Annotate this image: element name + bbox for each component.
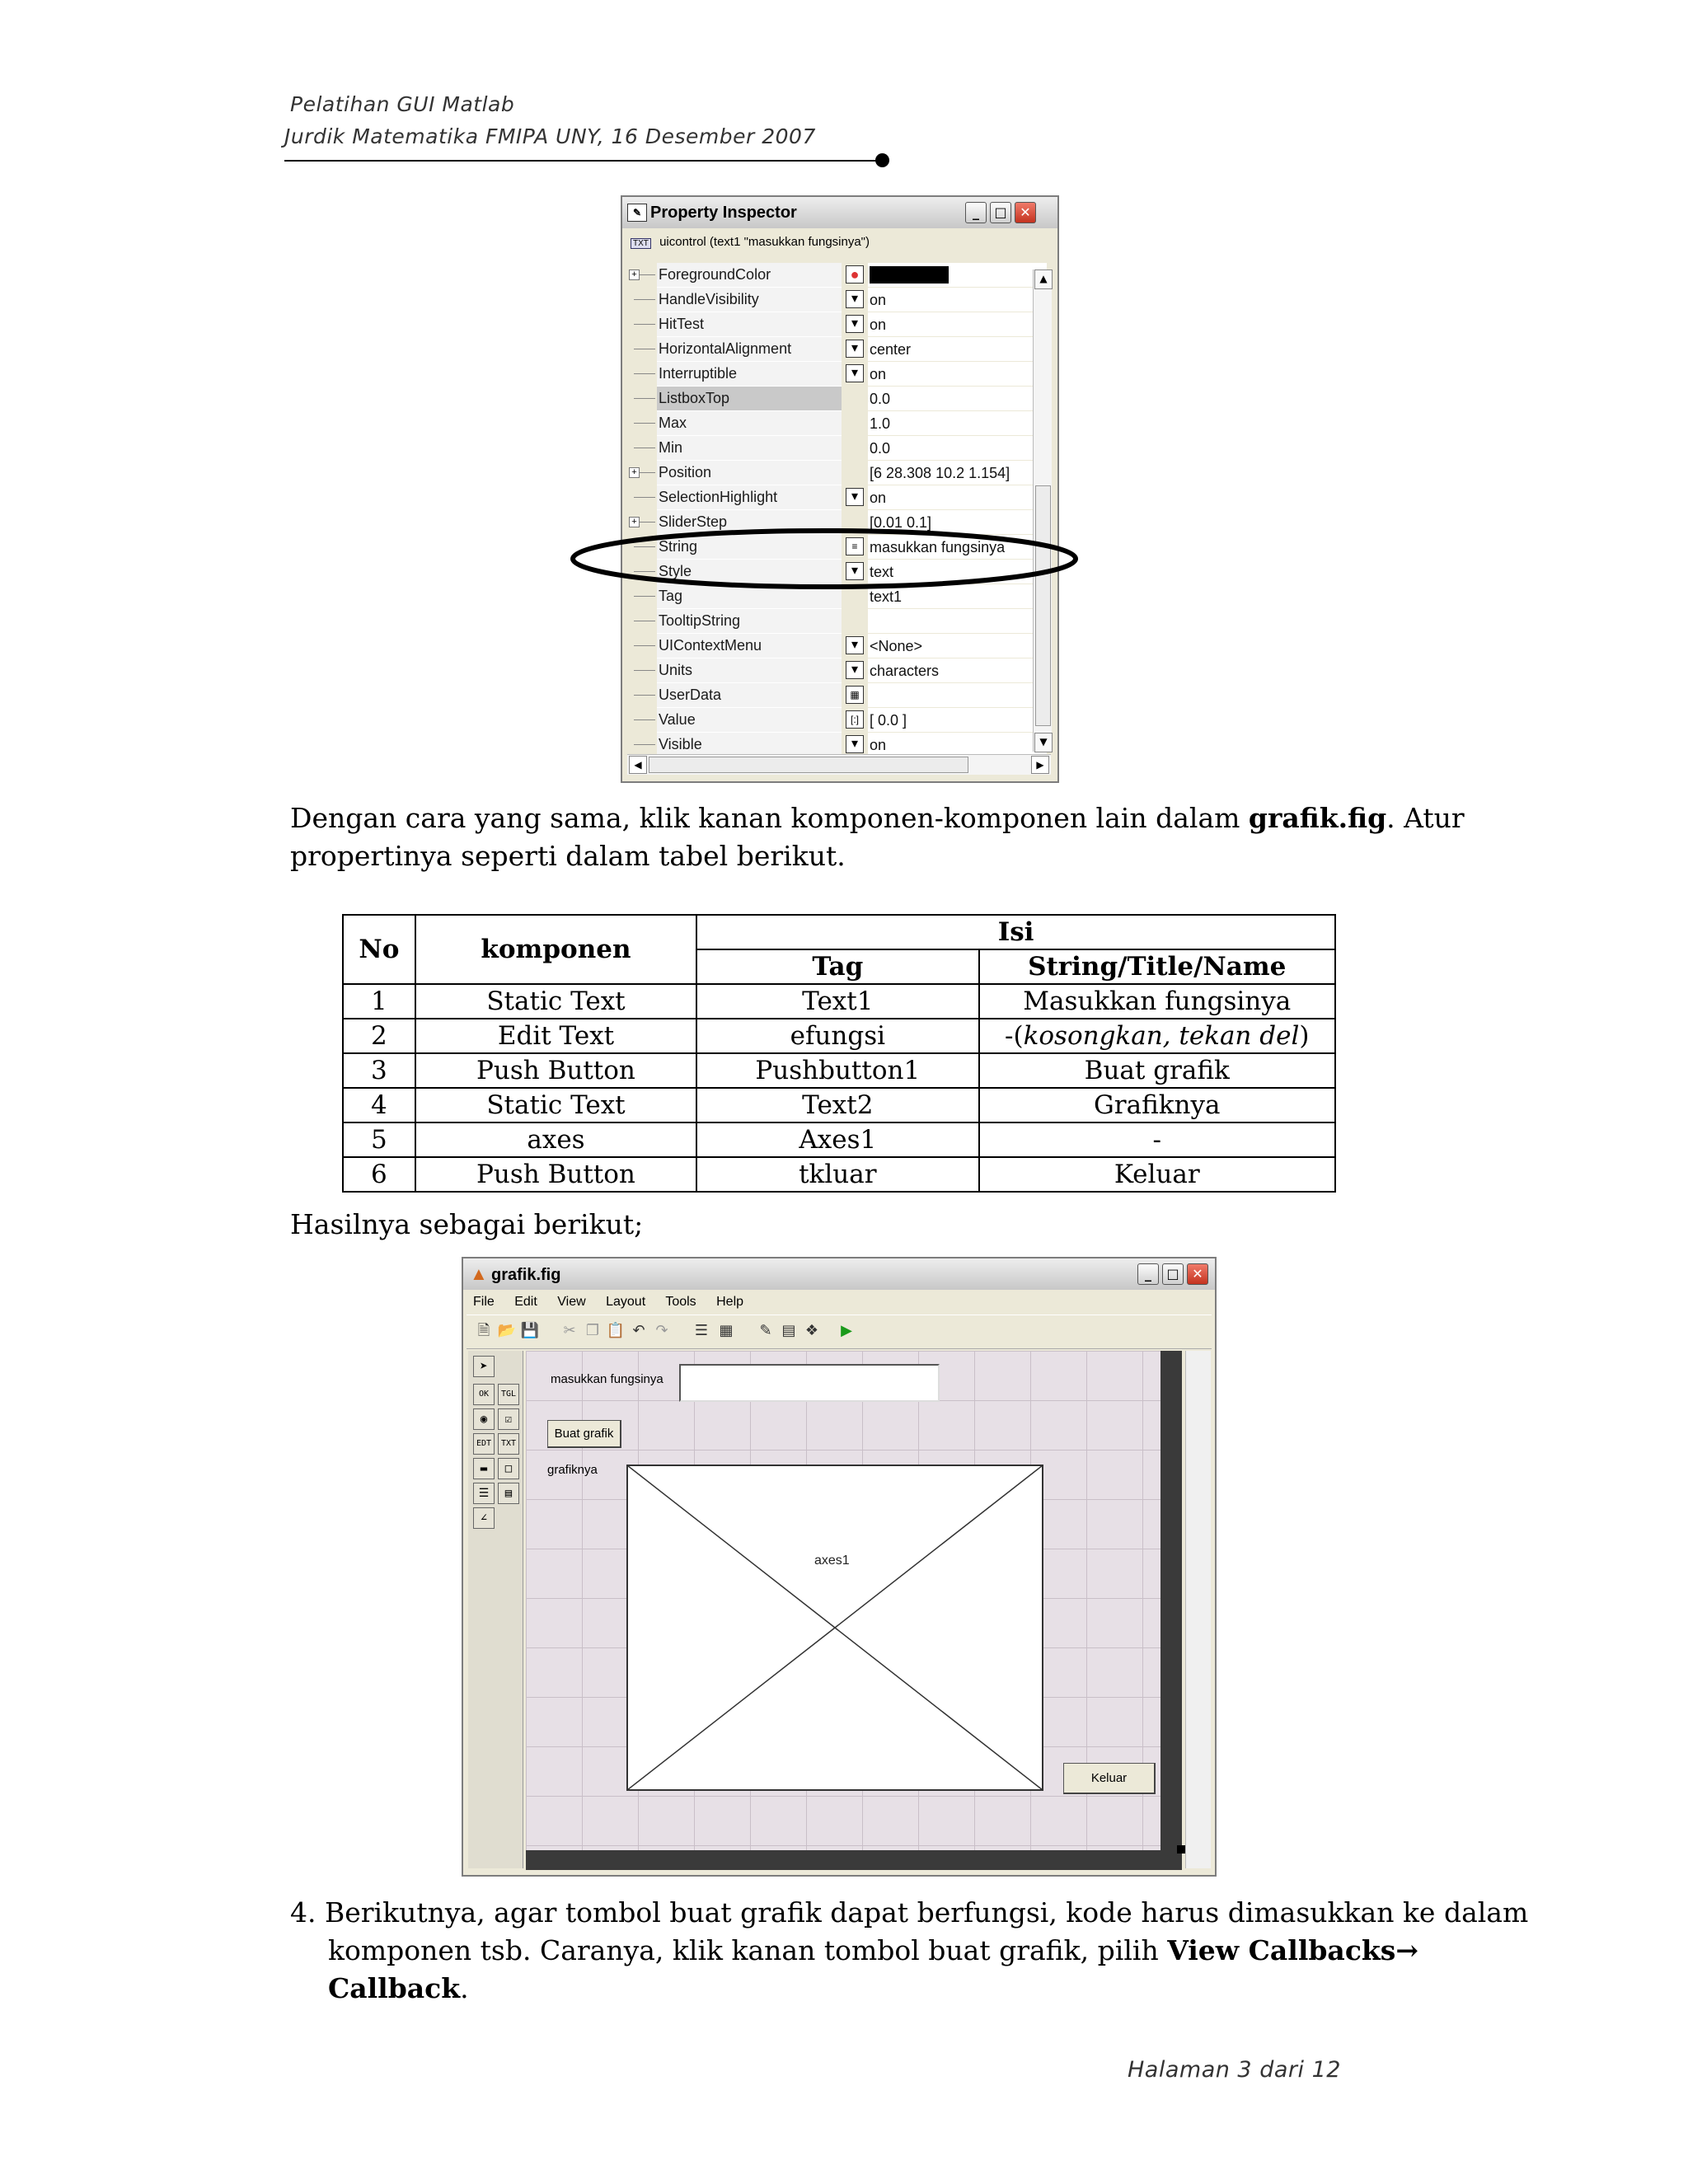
step4-line2: komponen tsb. Caranya, klik kanan tombol buat grafik, pilih — [328, 1934, 1168, 1966]
cell-string-post: ) — [1299, 1021, 1310, 1051]
guide-title: grafik.fig — [491, 1266, 561, 1284]
checkbox-tool[interactable]: ☑ — [498, 1408, 519, 1430]
property-name: ListboxTop — [657, 387, 842, 411]
cell-komponen: Edit Text — [415, 1019, 696, 1053]
guide-minimize-button[interactable]: _ — [1137, 1263, 1159, 1285]
edit-text-tool[interactable]: EDT — [473, 1433, 495, 1455]
property-inspector-title: Property Inspector — [650, 204, 797, 222]
property-name: Min — [657, 436, 842, 461]
guide-close-button[interactable]: ✕ — [1187, 1263, 1208, 1285]
property-value[interactable] — [868, 461, 1047, 485]
property-value-text: on — [870, 737, 887, 753]
property-value-text: [ 0.0 ] — [870, 712, 907, 729]
menu-edit[interactable]: Edit — [514, 1295, 537, 1309]
color-swatch — [870, 266, 949, 284]
matrix-icon[interactable]: [:] — [846, 710, 864, 729]
cell-string: - — [979, 1122, 1336, 1157]
cell-komponen: Push Button — [415, 1053, 696, 1088]
cell-string: Keluar — [979, 1157, 1336, 1192]
scroll-left-icon[interactable]: ◀ — [629, 756, 647, 774]
property-value-text: 1.0 — [870, 415, 891, 432]
header-rule — [284, 160, 882, 162]
menu-file[interactable]: File — [473, 1295, 495, 1309]
property-value-text: on — [870, 292, 887, 308]
figure-right-boundary — [1160, 1351, 1182, 1850]
property-inspector-titlebar — [622, 197, 1057, 228]
table-row — [343, 984, 1335, 1019]
keluar-button[interactable]: Keluar — [1063, 1763, 1156, 1794]
dropdown-icon[interactable]: ▾ — [846, 364, 864, 382]
guide-toolbar — [467, 1315, 1212, 1349]
property-row[interactable] — [627, 683, 1048, 708]
table-row — [343, 1122, 1335, 1157]
tree-connector — [634, 299, 655, 300]
paste-icon[interactable]: 📋 — [606, 1322, 626, 1339]
expand-plus-icon[interactable]: + — [629, 467, 640, 478]
property-value-text: [0.01 0.1] — [870, 514, 932, 531]
property-row[interactable] — [627, 658, 1048, 683]
property-value-text: characters — [870, 663, 940, 679]
result-caption: Hasilnya sebagai berikut; — [290, 1208, 644, 1240]
cell-string-italic: kosongkan, tekan del — [1023, 1021, 1300, 1051]
cell-string: Masukkan fungsinya — [979, 984, 1336, 1019]
table-row — [343, 1088, 1335, 1122]
cell-komponen: Static Text — [415, 984, 696, 1019]
step4-period: . — [460, 1972, 469, 2004]
guide-titlebar — [463, 1258, 1215, 1290]
component-property-table — [342, 914, 1336, 1193]
property-row[interactable] — [627, 708, 1048, 733]
slider-tool[interactable]: ▬ — [473, 1458, 495, 1479]
inspector-app-icon: ✎ — [627, 204, 647, 222]
cell-komponen: axes — [415, 1122, 696, 1157]
property-name: SliderStep — [657, 510, 842, 535]
property-value-text: [6 28.308 10.2 1.154] — [870, 465, 1010, 481]
property-row[interactable] — [627, 634, 1048, 658]
save-icon[interactable]: 💾 — [520, 1322, 540, 1339]
header-department: Jurdik Matematika FMIPA UNY, 16 Desember 2007 — [284, 124, 816, 148]
expand-plus-icon[interactable]: + — [629, 517, 640, 527]
property-name: Units — [657, 658, 842, 683]
cell-no: 2 — [343, 1019, 415, 1053]
guide-maximize-button[interactable]: □ — [1162, 1263, 1184, 1285]
property-row[interactable] — [627, 387, 1048, 411]
select-pointer-icon[interactable]: ➤ — [473, 1356, 495, 1377]
static-text-grafiknya[interactable]: grafiknya — [547, 1463, 598, 1477]
table-row — [343, 1053, 1335, 1088]
property-row[interactable] — [627, 411, 1048, 436]
header-rule-dot — [875, 153, 889, 167]
popup-menu-tool[interactable]: ▤ — [498, 1483, 519, 1504]
matlab-logo-icon: ▲ — [470, 1263, 488, 1284]
property-name: Style — [657, 560, 842, 584]
component-palette — [468, 1351, 523, 1868]
property-name: ForegroundColor — [657, 263, 842, 288]
property-name: UserData — [657, 683, 842, 708]
tree-connector — [634, 398, 655, 399]
cell-komponen: Push Button — [415, 1157, 696, 1192]
push-button-tool[interactable]: OK — [473, 1384, 495, 1405]
step4-callback: Callback — [328, 1972, 461, 2004]
table-row — [343, 1019, 1335, 1053]
header-isi: Isi — [696, 915, 1335, 949]
property-value[interactable] — [868, 733, 1047, 757]
property-name: SelectionHighlight — [657, 485, 842, 510]
header-no: No — [343, 915, 415, 984]
figure-bottom-boundary — [526, 1850, 1182, 1870]
property-value[interactable] — [868, 658, 1047, 682]
property-value-text: 0.0 — [870, 440, 891, 457]
tree-connector — [634, 719, 655, 720]
radio-button-tool[interactable]: ◉ — [473, 1408, 495, 1430]
edit-text-efungsi[interactable] — [679, 1364, 940, 1402]
inspector-object-name: uicontrol (text1 "masukkan fungsinya") — [659, 235, 870, 249]
para1-text: Dengan cara yang sama, klik kanan komponen-komponen lain dalam — [290, 802, 1249, 834]
static-text-masukkan[interactable]: masukkan fungsinya — [551, 1372, 663, 1386]
menu-help[interactable]: Help — [716, 1295, 744, 1309]
property-value[interactable] — [868, 708, 1047, 732]
tree-connector — [634, 373, 655, 374]
property-value[interactable] — [868, 485, 1047, 509]
undo-icon[interactable]: ↶ — [632, 1322, 645, 1339]
property-value[interactable] — [868, 411, 1047, 435]
property-value-text: center — [870, 341, 912, 358]
property-row[interactable] — [627, 485, 1048, 510]
text-edit-icon[interactable]: ≡ — [846, 537, 864, 555]
property-name: Tag — [657, 584, 842, 609]
property-row[interactable] — [627, 288, 1048, 312]
axes1-label: axes1 — [814, 1554, 850, 1568]
buat-grafik-button[interactable]: Buat grafik — [547, 1420, 621, 1448]
axes1-placeholder[interactable] — [626, 1465, 1043, 1791]
vertical-scrollbar[interactable] — [1033, 269, 1052, 752]
open-folder-icon[interactable]: 📂 — [497, 1322, 517, 1339]
tree-connector — [634, 670, 655, 671]
dropdown-icon[interactable]: ▾ — [846, 562, 864, 580]
minimize-button[interactable]: _ — [965, 202, 987, 223]
new-file-icon[interactable]: 🗎 — [477, 1322, 490, 1339]
header-course: Pelatihan GUI Matlab — [290, 92, 515, 116]
tree-connector — [634, 324, 655, 325]
tree-connector — [634, 596, 655, 597]
header-komponen: komponen — [415, 915, 696, 984]
scroll-up-icon[interactable]: ▲ — [1034, 269, 1053, 289]
property-value[interactable] — [868, 387, 1047, 410]
property-name: Position — [657, 461, 842, 485]
property-value[interactable] — [868, 609, 1047, 633]
page-number: Halaman 3 dari 12 — [1128, 2057, 1341, 2083]
property-value[interactable] — [868, 288, 1047, 312]
guide-window — [462, 1257, 1217, 1877]
cell-no: 1 — [343, 984, 415, 1019]
cell-string — [979, 1019, 1336, 1053]
dropdown-icon[interactable]: ▾ — [846, 290, 864, 308]
cell-tag: Text2 — [696, 1088, 978, 1122]
header-string: String/Title/Name — [979, 949, 1336, 984]
instruction-paragraph — [290, 799, 1465, 875]
cell-string: Grafiknya — [979, 1088, 1336, 1122]
property-row[interactable] — [627, 436, 1048, 461]
dropdown-icon[interactable]: ▾ — [846, 661, 864, 679]
object-browser-icon[interactable]: ❖ — [804, 1322, 819, 1339]
cell-no: 6 — [343, 1157, 415, 1192]
cell-komponen: Static Text — [415, 1088, 696, 1122]
property-name: Visible — [657, 733, 842, 757]
copy-icon[interactable]: ❐ — [585, 1322, 600, 1339]
mfile-editor-icon[interactable]: ✎ — [759, 1322, 772, 1339]
property-name: Interruptible — [657, 362, 842, 387]
frame-tool[interactable]: □ — [498, 1458, 519, 1479]
property-value[interactable] — [868, 337, 1047, 361]
property-name: HorizontalAlignment — [657, 337, 842, 362]
property-value-text: <None> — [870, 638, 923, 654]
cut-icon[interactable]: ✂ — [563, 1322, 576, 1339]
align-icon[interactable]: ☰ — [694, 1322, 709, 1339]
property-value[interactable] — [868, 436, 1047, 460]
para1-filename: grafik.fig — [1248, 802, 1387, 834]
property-row[interactable] — [627, 312, 1048, 337]
dropdown-icon[interactable]: ▾ — [846, 340, 864, 358]
property-row[interactable] — [627, 461, 1048, 485]
step-4-paragraph — [290, 1894, 1528, 2008]
property-name: TooltipString — [657, 609, 842, 634]
tree-connector — [634, 497, 655, 498]
property-value[interactable] — [868, 683, 1047, 707]
close-button[interactable]: ✕ — [1015, 202, 1036, 223]
property-inspector-window — [621, 195, 1059, 783]
maximize-button[interactable]: □ — [990, 202, 1011, 223]
property-value[interactable] — [868, 634, 1047, 658]
cell-tag: efungsi — [696, 1019, 978, 1053]
listbox-tool[interactable]: ☰ — [473, 1483, 495, 1504]
property-value-text: on — [870, 316, 887, 333]
menu-tools[interactable]: Tools — [665, 1295, 696, 1309]
dropdown-icon[interactable]: ▾ — [846, 488, 864, 506]
grid-icon[interactable]: ▦ — [846, 686, 864, 704]
string-row-highlight-ellipse — [560, 526, 1088, 592]
txt-badge-icon: TXT — [631, 238, 651, 249]
dropdown-icon[interactable]: ▾ — [846, 315, 864, 333]
header-tag: Tag — [696, 949, 978, 984]
static-text-tool[interactable]: TXT — [498, 1433, 519, 1455]
run-icon[interactable]: ▶ — [841, 1322, 852, 1339]
color-wheel-icon[interactable]: ● — [846, 265, 864, 284]
axes-tool[interactable]: ∠ — [473, 1507, 495, 1529]
property-row[interactable] — [627, 263, 1048, 288]
toggle-button-tool[interactable]: TGL — [498, 1384, 519, 1405]
step4-line1: 4. Berikutnya, agar tombol buat grafik dapat berfungsi, kode harus dimasukkan ke dalam — [290, 1896, 1529, 1929]
property-value[interactable] — [868, 312, 1047, 336]
property-value-text: masukkan fungsinya — [870, 539, 1006, 555]
cell-tag: Axes1 — [696, 1122, 978, 1157]
cell-no: 5 — [343, 1122, 415, 1157]
resize-handle[interactable] — [1177, 1845, 1185, 1854]
cell-tag: tkluar — [696, 1157, 978, 1192]
menu-layout[interactable]: Layout — [606, 1295, 646, 1309]
inspector-object-label — [631, 235, 870, 249]
cell-tag: Text1 — [696, 984, 978, 1019]
property-value-text: on — [870, 366, 887, 382]
table-row — [343, 1157, 1335, 1192]
cell-no: 3 — [343, 1053, 415, 1088]
property-name: String — [657, 535, 842, 560]
scroll-right-icon[interactable]: ▶ — [1031, 756, 1049, 774]
dropdown-icon[interactable]: ▾ — [846, 636, 864, 654]
menu-editor-icon[interactable]: ▦ — [719, 1322, 734, 1339]
cell-tag: Pushbutton1 — [696, 1053, 978, 1088]
property-value-text: text1 — [870, 588, 903, 605]
dropdown-icon[interactable]: ▾ — [846, 735, 864, 753]
hscroll-thumb[interactable] — [649, 757, 968, 773]
tree-connector — [634, 744, 655, 745]
cell-string: Buat grafik — [979, 1053, 1336, 1088]
tree-connector — [634, 695, 655, 696]
cell-string-pre: -( — [1005, 1021, 1024, 1051]
property-name: Value — [657, 708, 842, 733]
para1-text-end: . Atur — [1386, 802, 1465, 834]
tree-connector — [634, 423, 655, 424]
property-row[interactable] — [627, 362, 1048, 387]
layout-canvas[interactable] — [526, 1351, 1169, 1852]
property-row[interactable] — [627, 337, 1048, 362]
guide-menubar — [473, 1295, 760, 1310]
property-name: Max — [657, 411, 842, 436]
property-value-text: 0.0 — [870, 391, 891, 407]
menu-view[interactable]: View — [557, 1295, 586, 1309]
property-value-text: text — [870, 564, 894, 580]
property-name: HitTest — [657, 312, 842, 337]
property-name: HandleVisibility — [657, 288, 842, 312]
para1-line2: propertinya seperti dalam tabel berikut. — [290, 840, 846, 872]
cell-no: 4 — [343, 1088, 415, 1122]
property-value[interactable] — [868, 362, 1047, 386]
property-value-text: on — [870, 490, 887, 506]
property-row[interactable] — [627, 609, 1048, 634]
redo-icon[interactable]: ↷ — [655, 1322, 668, 1339]
scroll-down-icon[interactable]: ▼ — [1034, 733, 1053, 752]
guide-vertical-scrollbar[interactable] — [1185, 1351, 1211, 1868]
step4-view-callbacks: View Callbacks→ — [1167, 1934, 1419, 1966]
property-name: UIContextMenu — [657, 634, 842, 658]
tree-connector — [634, 645, 655, 646]
expand-plus-icon[interactable]: + — [629, 269, 640, 280]
property-inspector-icon[interactable]: ▤ — [781, 1322, 796, 1339]
scrollbar-thumb[interactable] — [1035, 485, 1051, 726]
property-value[interactable] — [868, 263, 1047, 287]
horizontal-scrollbar[interactable] — [627, 754, 1051, 775]
